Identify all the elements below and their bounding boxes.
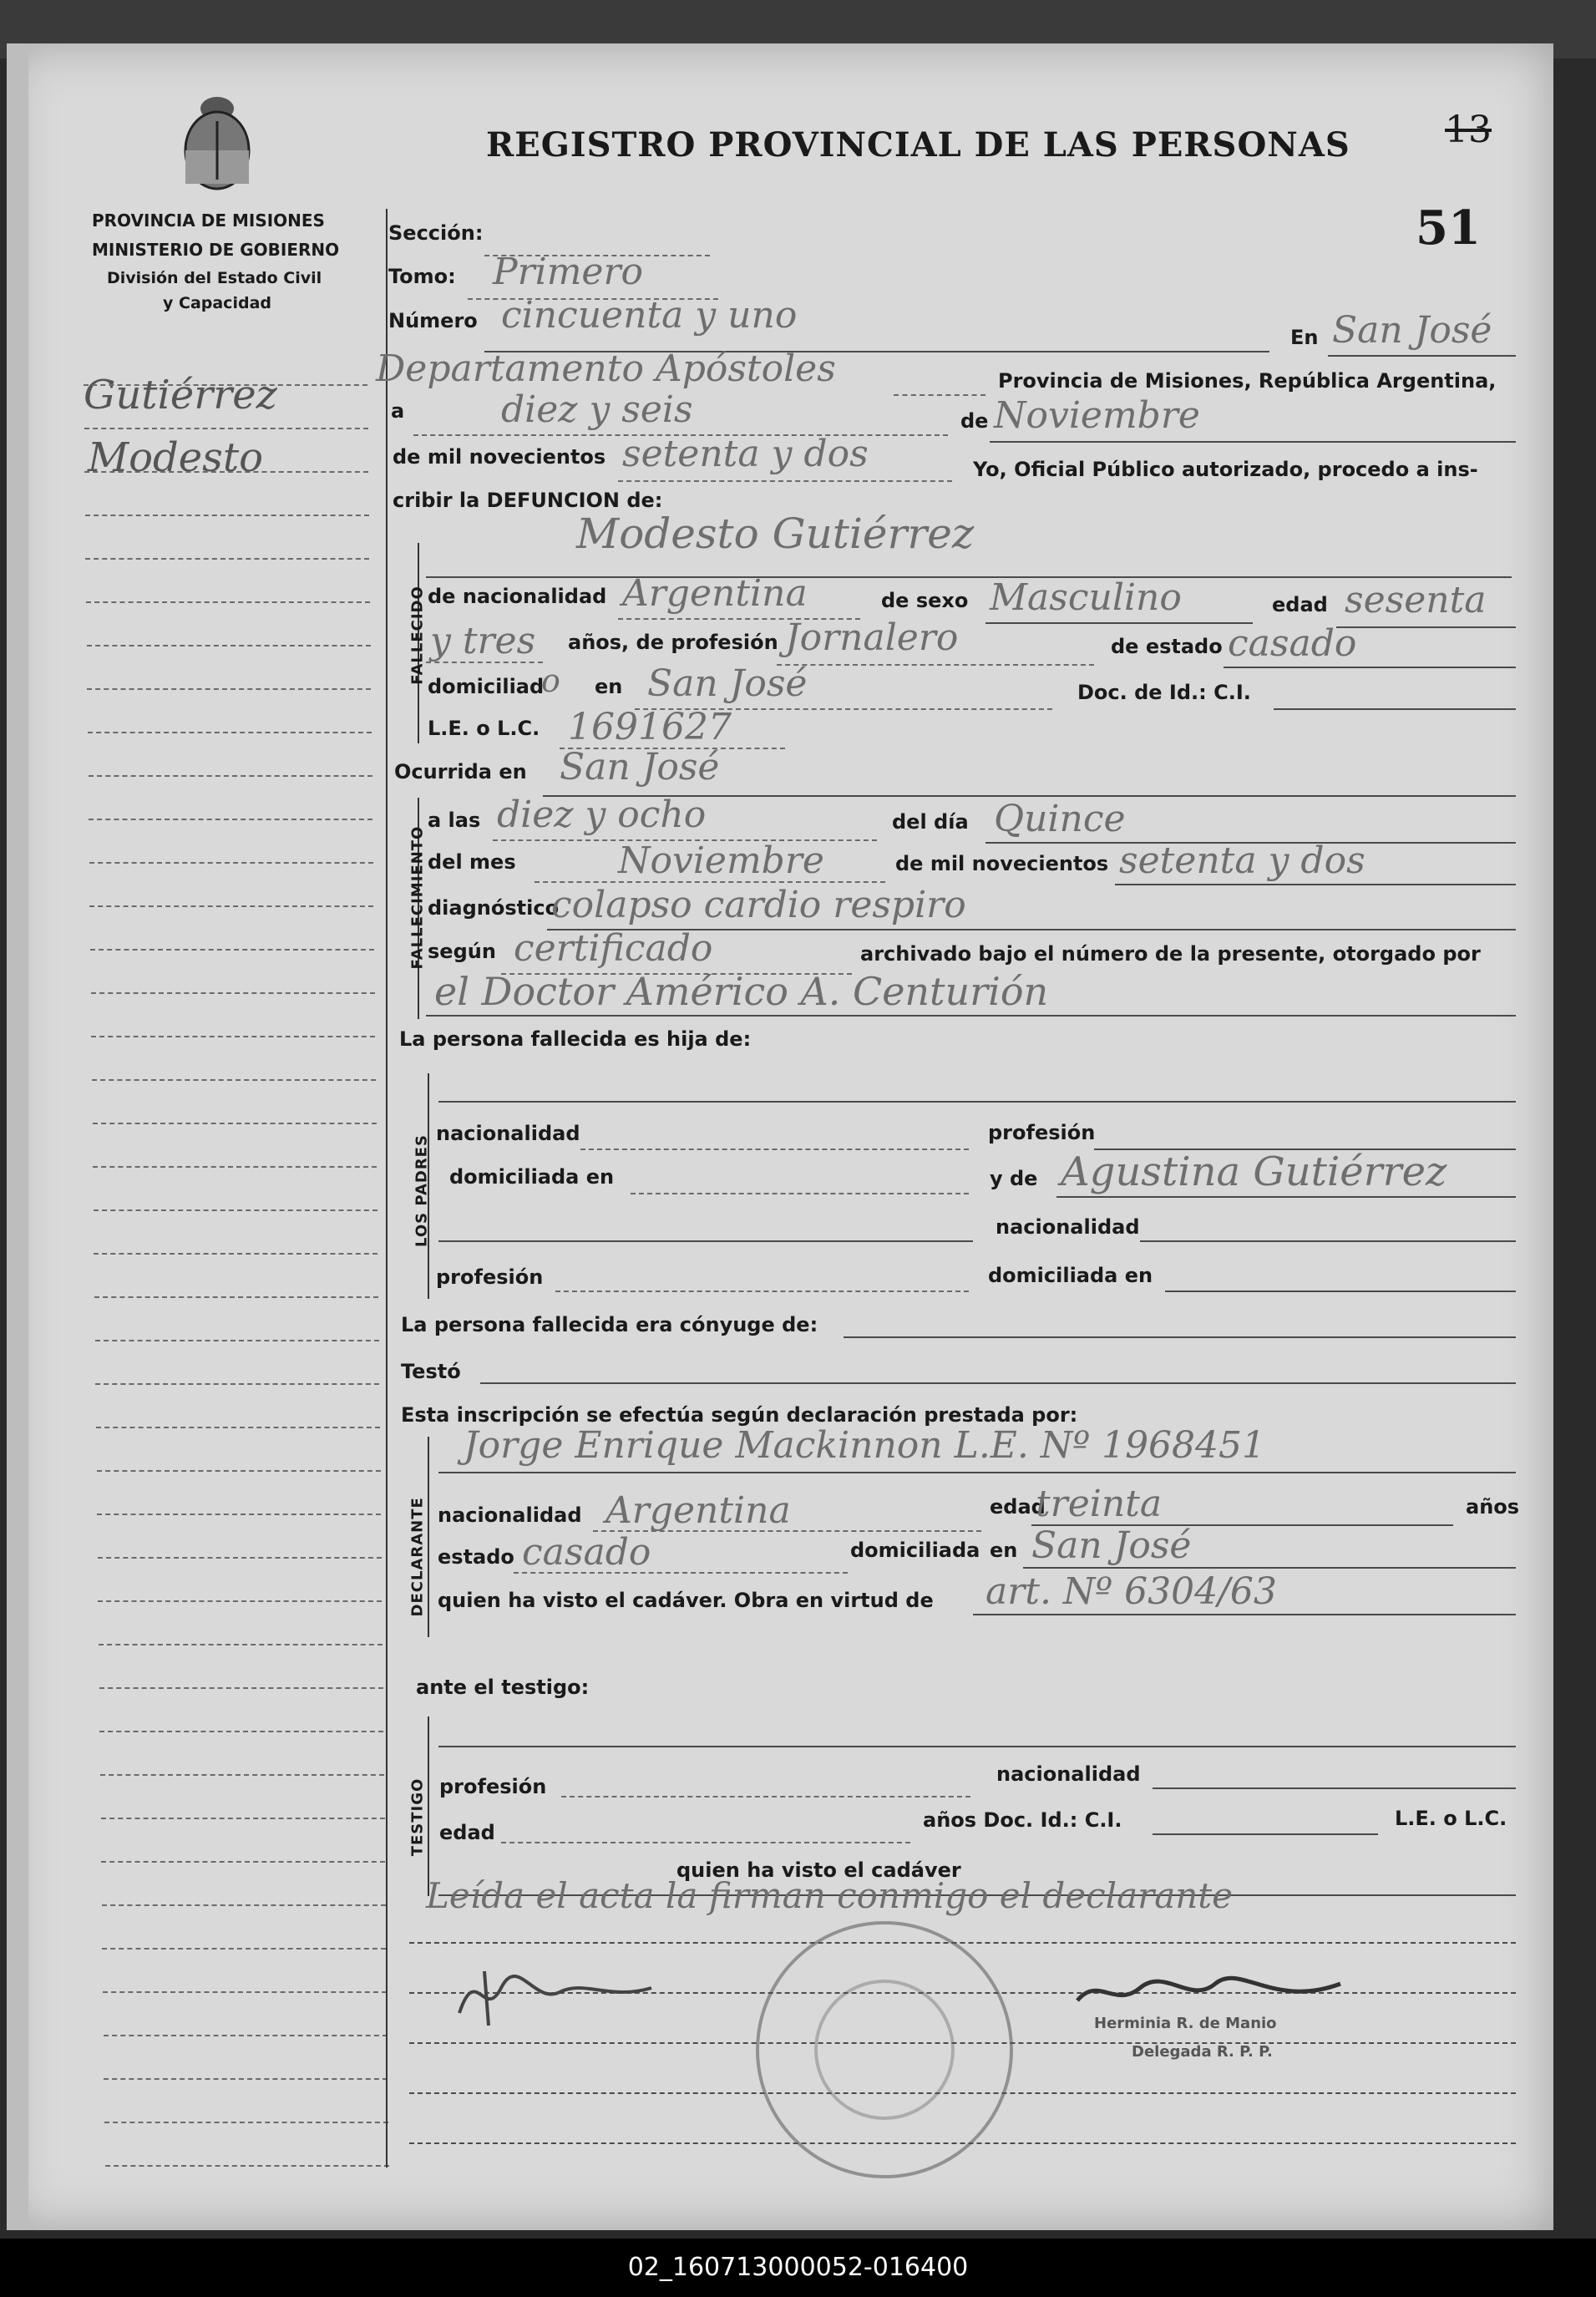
padres-domiciliada-label: domiciliada en (449, 1165, 615, 1189)
edad-label: edad (1272, 593, 1328, 616)
declarante-name-line (438, 1472, 1516, 1473)
margin-ruled-line (97, 1514, 381, 1515)
profesion-line (777, 664, 1094, 666)
fallecido-side-label: FALLECIDO (408, 586, 427, 685)
declarante-side-label: DECLARANTE (408, 1497, 427, 1617)
testigo-doc-line (1153, 1833, 1378, 1835)
margin-ruled-line (94, 1296, 378, 1298)
margin-ruled-line (94, 1253, 377, 1255)
padres-domiciliada2-label: domiciliada en (988, 1264, 1153, 1287)
testigo-anos-doc-label: años Doc. Id.: C.I. (923, 1808, 1122, 1832)
signature-line-1 (409, 1942, 1516, 1944)
margin-ruled-line (88, 732, 372, 733)
margin-ruled-line (95, 1340, 379, 1341)
margin-ruled-line (103, 1991, 387, 1993)
edad-value-2: y tres (430, 620, 536, 662)
testigo-nacionalidad-line (1153, 1787, 1516, 1789)
crossed-number: 13 (1445, 109, 1492, 151)
padres-profesion2-label: profesión (436, 1265, 544, 1289)
margin-ruled-line (105, 2165, 389, 2167)
doc-line (1274, 708, 1516, 710)
margin-ruled-line (89, 819, 372, 820)
numero-label: Número (388, 309, 478, 332)
file-caption: 02_160713000052-016400 (0, 2239, 1596, 2297)
margin-ruled-line (98, 1600, 382, 1602)
margin-ruled-line (104, 2078, 388, 2080)
margin-ruled-line (96, 1427, 380, 1428)
fallecido-name-line (426, 576, 1512, 578)
testigo-profesion-label: profesión (439, 1775, 547, 1798)
witness-signature-icon (451, 1955, 660, 2030)
tomo-label: Tomo: (388, 265, 456, 288)
declarante-domicilio-line (1023, 1567, 1516, 1569)
fallecimiento-side-label: FALLECIMIENTO (408, 825, 427, 970)
testigo-cadaver-label: quien ha visto el cadáver (676, 1858, 961, 1882)
fallecido-name: Modesto Gutiérrez (576, 510, 975, 558)
margin-ruled-line (90, 949, 374, 951)
ocurrida-value: San José (560, 746, 720, 788)
en-value: San José (1332, 309, 1492, 352)
departamento-line (894, 394, 985, 396)
padres-profesion-label: profesión (988, 1121, 1096, 1144)
declarante-virtud-line (973, 1614, 1516, 1615)
doctor-line (426, 1015, 1516, 1017)
declarante-en-label: en (990, 1539, 1018, 1562)
margin-ruled-line (89, 775, 372, 777)
main-vertical-rule (386, 209, 388, 2168)
fallecimiento-year-line (1115, 884, 1516, 885)
day-value: diez y seis (501, 388, 693, 431)
margin-ruled-line (91, 1036, 375, 1037)
margin-name: Modesto (88, 434, 263, 481)
margin-ruled-line (93, 1166, 377, 1168)
margin-ruled-line (104, 2122, 388, 2123)
declarante-estado-value: casado (522, 1531, 651, 1574)
estado-value: casado (1228, 622, 1357, 665)
estado-line (1224, 667, 1516, 668)
padres-line-2 (438, 1240, 973, 1242)
margin-ruled-line (84, 471, 368, 473)
declarante-rule (428, 1437, 429, 1637)
official-stamp-name: Herminia R. de Manio (1094, 2015, 1277, 2032)
de-mil-label: de mil novecientos (393, 445, 606, 469)
padres-nacionalidad2-line (1140, 1240, 1516, 1242)
conyuge-line (844, 1336, 1516, 1338)
page-number: 51 (1416, 200, 1481, 256)
official-stamp-cargo: Delegada R. P. P. (1132, 2043, 1273, 2061)
padres-domiciliada2-line (1165, 1290, 1516, 1292)
declarante-nacionalidad-label: nacionalidad (438, 1503, 582, 1527)
testigo-le-label: L.E. o L.C. (1395, 1807, 1507, 1830)
testigo-rule (428, 1716, 429, 1896)
cribir-text: cribir la DEFUNCION de: (393, 489, 663, 512)
edad-line-2 (426, 662, 543, 663)
domicilio-en-label: en (595, 675, 623, 698)
margin-ruled-line (100, 1774, 384, 1776)
numero-value: cincuenta y uno (501, 294, 798, 337)
segun-label: según (428, 940, 496, 963)
en-line (1328, 355, 1516, 357)
margin-ruled-line (92, 1079, 376, 1081)
declarante-nacionalidad-value: Argentina (605, 1489, 791, 1532)
margin-ruled-line (101, 1861, 385, 1863)
doctor-value: el Doctor Américo A. Centurión (434, 969, 1049, 1014)
testo-label: Testó (401, 1360, 461, 1383)
padres-line-1 (438, 1101, 1516, 1103)
testigo-intro: ante el testigo: (416, 1676, 590, 1699)
declarante-nacionalidad-line (593, 1530, 981, 1532)
tomo-value: Primero (493, 251, 643, 293)
office-ministry: MINISTERIO DE GOBIERNO (92, 240, 340, 260)
padres-nacionalidad-line (580, 1148, 969, 1150)
margin-ruled-line (101, 1818, 385, 1819)
fallecimiento-de-mil-label: de mil novecientos (895, 852, 1109, 875)
margin-ruled-line (95, 1383, 379, 1385)
margin-ruled-line (84, 384, 367, 386)
domicilio-label: domiciliad (428, 675, 545, 698)
nacionalidad-value: Argentina (622, 572, 808, 615)
margin-ruled-line (99, 1731, 383, 1732)
departamento-value: Departamento Apóstoles (376, 347, 836, 390)
madre-value: Agustina Gutiérrez (1061, 1148, 1447, 1195)
y-de-label: y de (990, 1167, 1038, 1190)
margin-ruled-line (91, 992, 375, 994)
margin-ruled-line (99, 1644, 383, 1645)
margin-ruled-line (89, 862, 373, 864)
segun-value: certificado (514, 927, 713, 970)
margin-ruled-line (86, 601, 370, 603)
declarante-estado-label: estado (438, 1545, 514, 1569)
office-division: División del Estado Civil (107, 269, 322, 287)
margin-ruled-line (85, 515, 369, 516)
office-province: PROVINCIA DE MISIONES (92, 210, 325, 231)
margin-surname: Gutiérrez (84, 372, 277, 418)
profesion-value: Jornalero (785, 616, 959, 659)
margin-ruled-line (87, 688, 371, 690)
testigo-side-label: TESTIGO (408, 1777, 427, 1857)
domicilio-suffix: o (541, 662, 560, 699)
le-value: 1691627 (568, 706, 732, 748)
margin-ruled-line (94, 1209, 377, 1211)
registry-title: REGISTRO PROVINCIAL DE LAS PERSONAS (486, 125, 1350, 165)
padres-side-label: LOS PADRES (413, 1134, 431, 1247)
year-value: setenta y dos (622, 433, 869, 475)
margin-ruled-line (93, 1123, 377, 1124)
del-dia-value: Quince (994, 798, 1126, 840)
margin-ruled-line (102, 1904, 386, 1906)
office-capacity: y Capacidad (163, 294, 271, 312)
official-seal-inner (814, 1980, 955, 2120)
madre-line (1056, 1196, 1516, 1198)
nacionalidad-label: de nacionalidad (428, 585, 607, 608)
declarante-cadaver-text: quien ha visto el cadáver. Obra en virtud de (438, 1589, 934, 1612)
archivado-text: archivado bajo el número de la presente, otorgado por (860, 942, 1481, 966)
a-label: a (391, 399, 405, 423)
margin-ruled-line (104, 2035, 388, 2036)
margin-ruled-line (102, 1948, 386, 1950)
lectura-value: Leída el acta la firman conmigo el declarante (426, 1875, 1234, 1916)
margin-ruled-line (89, 905, 373, 907)
testo-line (480, 1382, 1516, 1384)
declarante-anos-label: años (1466, 1495, 1520, 1519)
edad-line (1336, 626, 1516, 628)
testigo-edad-line (501, 1842, 910, 1843)
padres-nacionalidad2-label: nacionalidad (996, 1215, 1140, 1239)
month-line (990, 441, 1516, 443)
margin-ruled-line (87, 645, 371, 647)
ocurrida-label: Ocurrida en (394, 760, 527, 783)
del-mes-line (535, 881, 885, 883)
declaracion-label: Esta inscripción se efectúa según declaración prestada por: (401, 1403, 1078, 1427)
anos-profesion-label: años, de profesión (568, 631, 778, 654)
domicilio-value: San José (647, 662, 808, 705)
provincia-text: Provincia de Misiones, República Argentina, (998, 369, 1497, 393)
margin-ruled-line (98, 1557, 382, 1559)
oficial-text: Yo, Oficial Público autorizado, procedo a ins- (973, 458, 1478, 481)
estado-label: de estado (1111, 635, 1223, 658)
padres-profesion2-line (555, 1290, 969, 1292)
margin-ruled-line (84, 428, 368, 429)
padres-intro: La persona fallecida es hija de: (399, 1027, 752, 1051)
testigo-edad-label: edad (439, 1821, 495, 1844)
declarante-edad-label: edad (990, 1495, 1046, 1519)
coat-of-arms-icon (171, 71, 263, 196)
edad-value: sesenta (1345, 579, 1487, 621)
sexo-label: de sexo (881, 589, 969, 612)
del-mes-value: Noviembre (618, 839, 824, 882)
seccion-label: Sección: (388, 221, 484, 245)
declarante-estado-line (514, 1572, 848, 1574)
page-spine (7, 43, 28, 2230)
margin-ruled-line (99, 1687, 383, 1689)
declarante-edad-value: treinta (1036, 1483, 1163, 1525)
a-las-label: a las (428, 809, 481, 832)
del-dia-label: del día (892, 810, 969, 834)
sexo-value: Masculino (990, 576, 1182, 619)
en-label: En (1290, 326, 1319, 349)
testigo-profesion-line (561, 1796, 970, 1798)
del-mes-label: del mes (428, 850, 516, 874)
a-las-value: diez y ocho (497, 794, 707, 836)
diagnostico-value: colapso cardio respiro (551, 884, 966, 926)
testigo-line-1 (438, 1746, 1516, 1747)
le-label: L.E. o L.C. (428, 717, 540, 740)
testigo-nacionalidad-label: nacionalidad (996, 1762, 1141, 1786)
declarante-name: Jorge Enrique Mackinnon L.E. Nº 1968451 (464, 1424, 1266, 1467)
padres-domiciliada-line (631, 1193, 969, 1194)
sexo-line (985, 622, 1253, 624)
conyuge-label: La persona fallecida era cónyuge de: (401, 1313, 818, 1336)
month-value: Noviembre (994, 394, 1200, 437)
declarante-domicilio-value: San José (1031, 1524, 1192, 1567)
year-line (618, 480, 952, 482)
declarante-virtud-value: art. Nº 6304/63 (985, 1570, 1277, 1613)
diagnostico-label: diagnóstico (428, 896, 560, 920)
padres-nacionalidad-label: nacionalidad (436, 1122, 580, 1145)
de-label: de (960, 409, 989, 433)
margin-ruled-line (97, 1470, 381, 1472)
fallecimiento-year-value: setenta y dos (1119, 839, 1365, 882)
margin-ruled-line (85, 558, 369, 560)
doc-label: Doc. de Id.: C.I. (1077, 681, 1251, 704)
declarante-domiciliada-label: domiciliada (850, 1539, 980, 1562)
